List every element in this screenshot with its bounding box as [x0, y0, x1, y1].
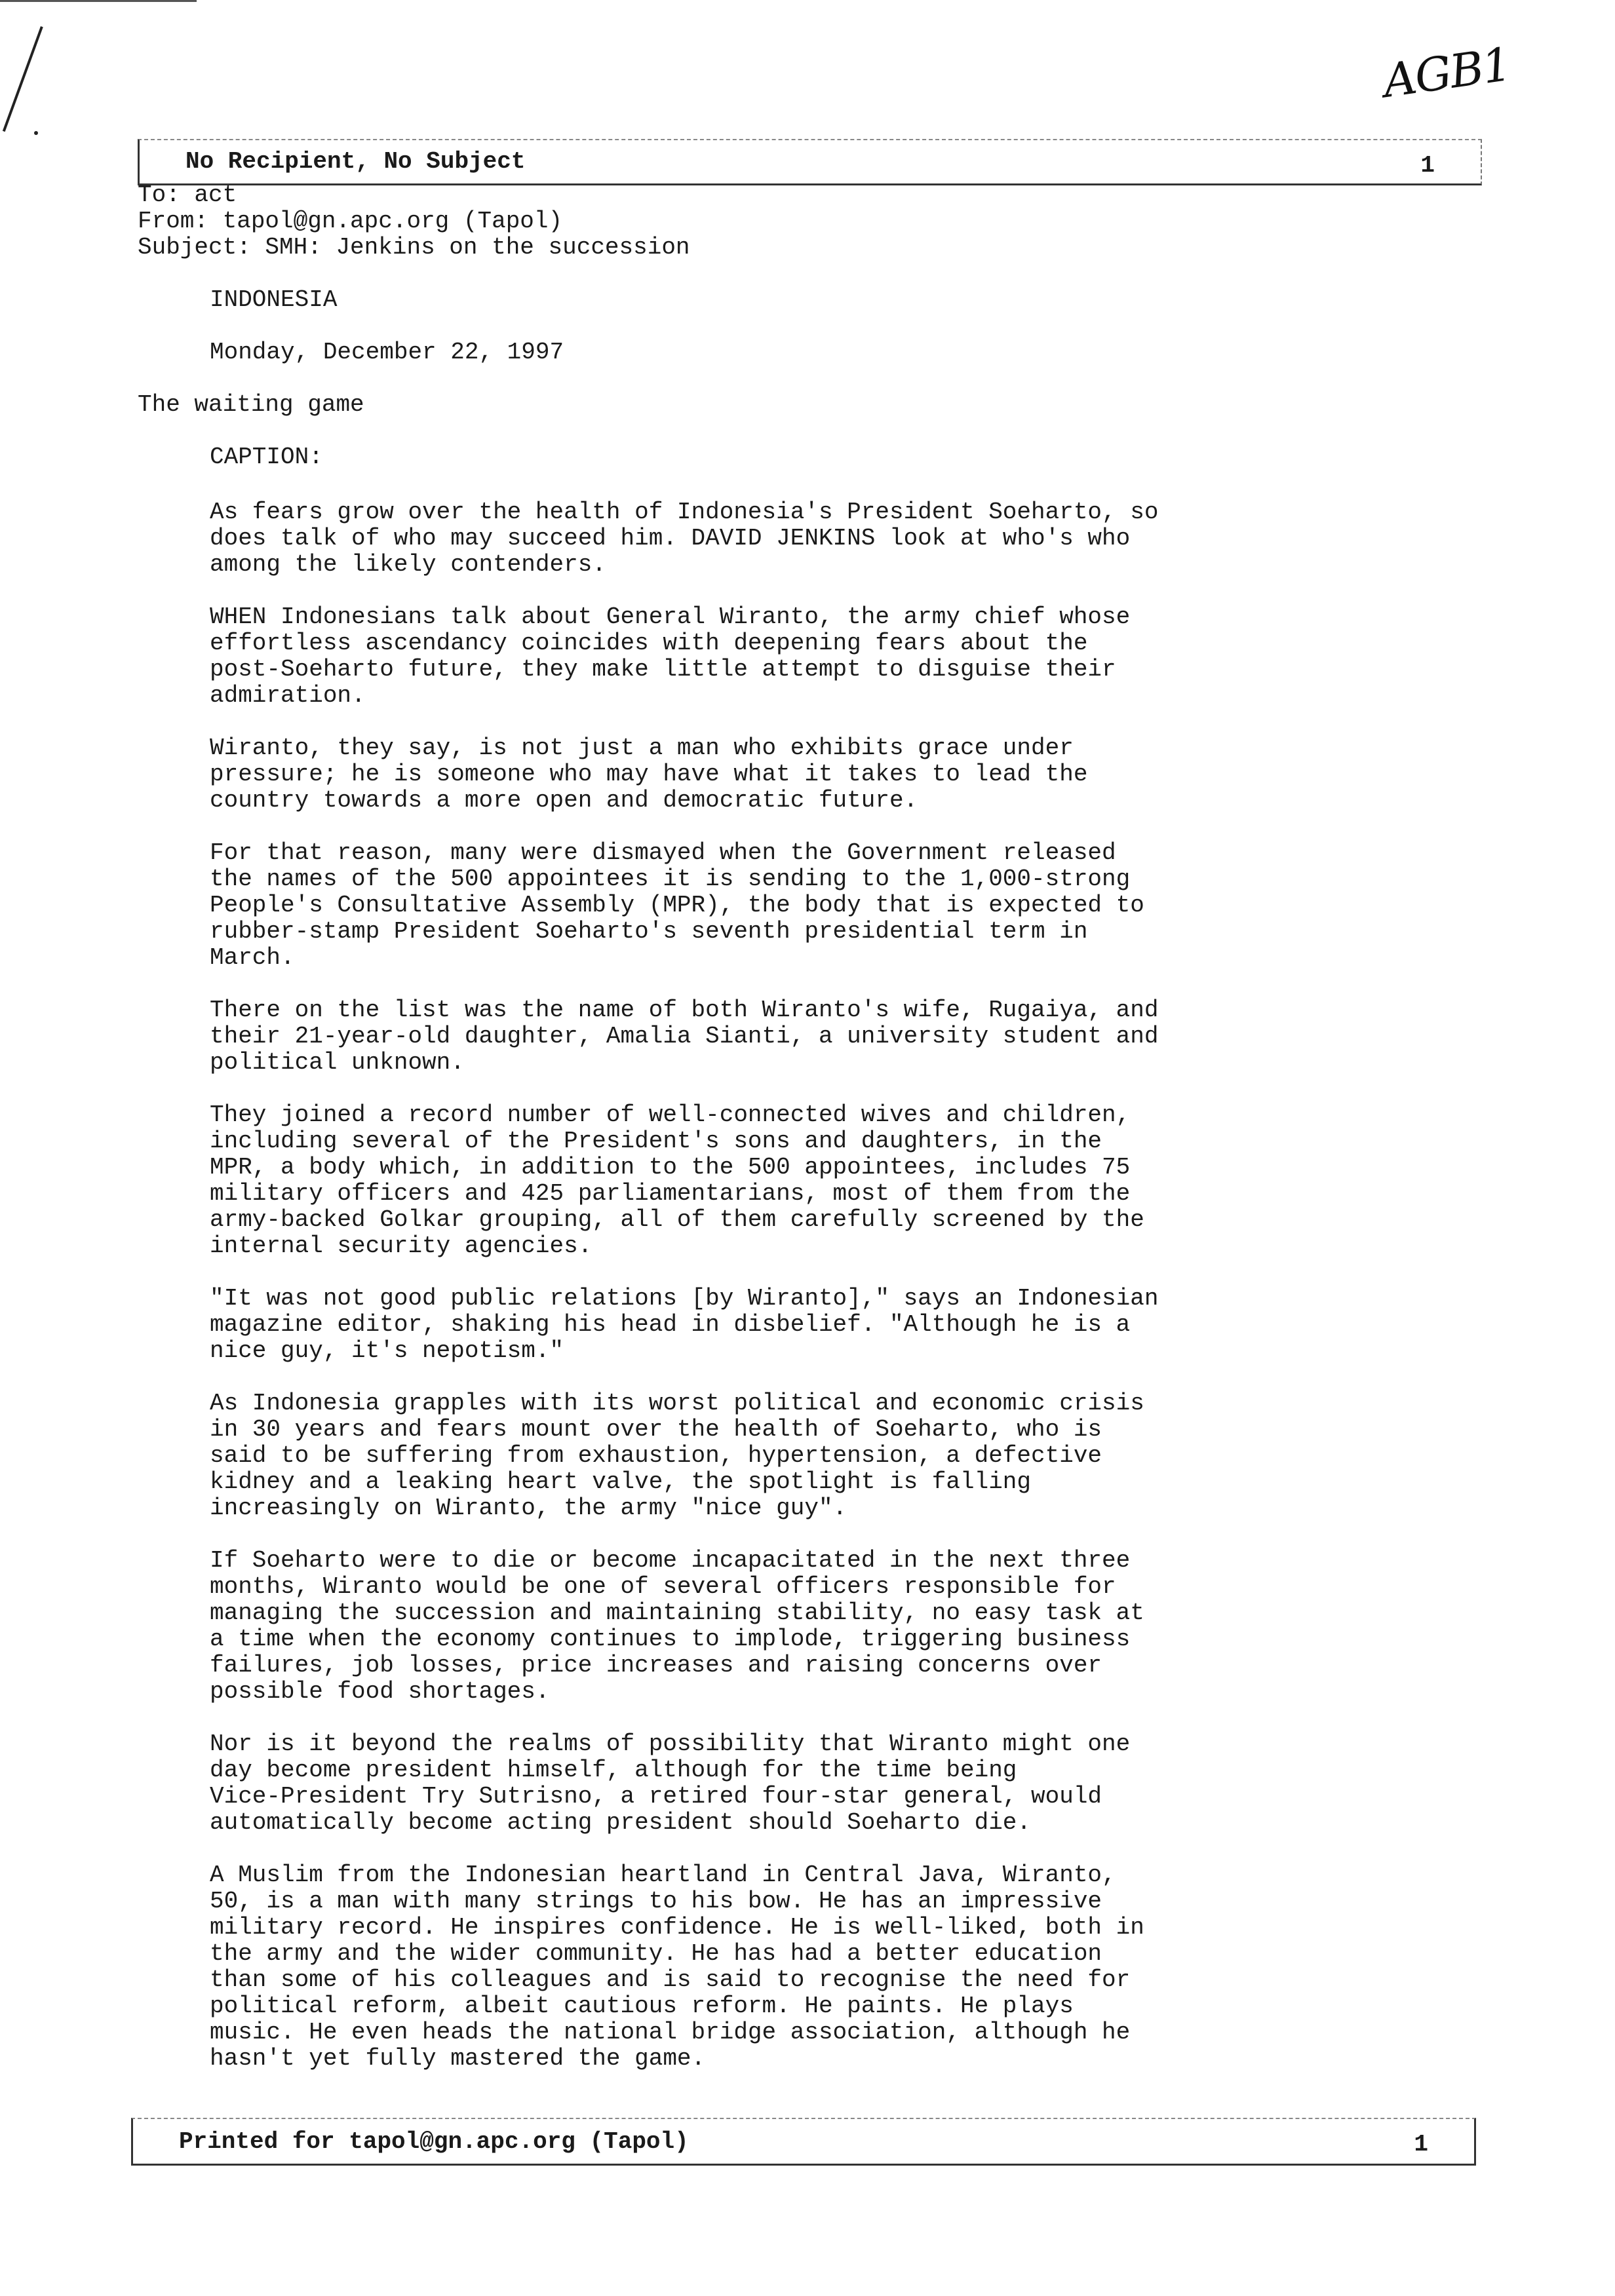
article-line: their 21-year-old daughter, Amalia Sianti, a university student and	[210, 1023, 1159, 1050]
article-line: People's Consultative Assembly (MPR), the body that is expected to	[210, 892, 1144, 919]
article-line: Vice-President Try Sutrisno, a retired four-star general, would	[210, 1783, 1102, 1810]
article-line: increasingly on Wiranto, the army "nice guy".	[210, 1495, 847, 1521]
article-line: army-backed Golkar grouping, all of them carefully screened by the	[210, 1206, 1144, 1233]
article-line: than some of his colleagues and is said to recognise the need for	[210, 1966, 1131, 1993]
article-line: For that reason, many were dismayed when the Government released	[210, 839, 1116, 866]
scan-edge	[0, 0, 197, 5]
pen-mark	[3, 26, 43, 132]
article-line: As fears grow over the health of Indonesia's President Soeharto, so	[210, 499, 1159, 526]
article-line: automatically become acting president should Soeharto die.	[210, 1809, 1032, 1836]
article-line: internal security agencies.	[210, 1233, 593, 1259]
article-line: the army and the wider community. He has had a better education	[210, 1940, 1102, 1967]
article-line: hasn't yet fully mastered the game.	[210, 2045, 706, 2072]
article-line: does talk of who may succeed him. DAVID JENKINS look at who's who	[210, 525, 1131, 552]
footer-page-number: 1	[1414, 2131, 1428, 2158]
article-line: admiration.	[210, 682, 366, 709]
article-line: military officers and 425 parliamentarians, most of them from the	[210, 1180, 1131, 1207]
article-line: magazine editor, shaking his head in disbelief. "Although he is a	[210, 1311, 1131, 1338]
article-line: said to be suffering from exhaustion, hypertension, a defective	[210, 1442, 1102, 1469]
handwritten-annotation: AGB1	[1380, 37, 1514, 109]
footer-label: Printed for tapol@gn.apc.org (Tapol)	[179, 2128, 689, 2155]
article-line: MPR, a body which, in addition to the 500 appointees, includes 75	[210, 1154, 1131, 1181]
article-line: If Soeharto were to die or become incapacitated in the next three	[210, 1547, 1131, 1574]
article-line: political unknown.	[210, 1049, 465, 1076]
article-line: post-Soeharto future, they make little attempt to disguise their	[210, 656, 1116, 683]
article-line: Nor is it beyond the realms of possibility that Wiranto might one	[210, 1731, 1131, 1757]
article-line: the names of the 500 appointees it is sending to the 1,000-strong	[210, 866, 1131, 892]
article-line: months, Wiranto would be one of several officers responsible for	[210, 1573, 1116, 1600]
article-headline: The waiting game	[138, 391, 364, 418]
meta-from: From: tapol@gn.apc.org (Tapol)	[138, 208, 563, 235]
article-line: political reform, albeit cautious reform. He paints. He plays	[210, 1993, 1074, 2019]
article-line: a time when the economy continues to implode, triggering business	[210, 1626, 1131, 1653]
article-line: nice guy, it's nepotism."	[210, 1337, 564, 1364]
article-date: Monday, December 22, 1997	[210, 339, 564, 366]
article-line: possible food shortages.	[210, 1678, 550, 1705]
article-line: day become president himself, although for the time being	[210, 1757, 1017, 1784]
meta-to: To: act	[138, 182, 237, 208]
article-line: rubber-stamp President Soeharto's seventh presidential term in	[210, 918, 1088, 945]
article-line: failures, job losses, price increases and raising concerns over	[210, 1652, 1102, 1679]
article-line: WHEN Indonesians talk about General Wiranto, the army chief whose	[210, 603, 1131, 630]
article-line: Wiranto, they say, is not just a man who exhibits grace under	[210, 735, 1074, 761]
article-line: They joined a record number of well-connected wives and children,	[210, 1101, 1131, 1128]
pen-dot	[34, 131, 38, 135]
caption-label: CAPTION:	[210, 444, 323, 470]
article-line: managing the succession and maintaining stability, no easy task at	[210, 1599, 1144, 1626]
article-line: country towards a more open and democratic future.	[210, 787, 918, 814]
article-line: in 30 years and fears mount over the health of Soeharto, who is	[210, 1416, 1102, 1443]
print-header	[138, 139, 1482, 185]
print-footer	[131, 2118, 1476, 2166]
header-title: No Recipient, No Subject	[185, 148, 526, 175]
article-line: including several of the President's sons and daughters, in the	[210, 1128, 1102, 1155]
article-line: effortless ascendancy coincides with deepening fears about the	[210, 630, 1088, 657]
article-line: There on the list was the name of both Wiranto's wife, Rugaiya, and	[210, 997, 1159, 1024]
article-line: military record. He inspires confidence. He is well-liked, both in	[210, 1914, 1144, 1941]
article-line: music. He even heads the national bridge association, although he	[210, 2019, 1131, 2046]
article-line: "It was not good public relations [by Wiranto]," says an Indonesian	[210, 1285, 1159, 1312]
meta-subject: Subject: SMH: Jenkins on the succession	[138, 234, 690, 261]
article-line: among the likely contenders.	[210, 551, 606, 578]
article-line: 50, is a man with many strings to his bow. He has an impressive	[210, 1888, 1102, 1915]
article-line: As Indonesia grapples with its worst political and economic crisis	[210, 1390, 1144, 1417]
article-line: March.	[210, 944, 295, 971]
header-page-number: 1	[1420, 152, 1435, 179]
article-section: INDONESIA	[210, 286, 338, 313]
article-line: kidney and a leaking heart valve, the spotlight is falling	[210, 1468, 1032, 1495]
article-line: A Muslim from the Indonesian heartland in Central Java, Wiranto,	[210, 1862, 1116, 1888]
article-line: pressure; he is someone who may have what it takes to lead the	[210, 761, 1088, 788]
